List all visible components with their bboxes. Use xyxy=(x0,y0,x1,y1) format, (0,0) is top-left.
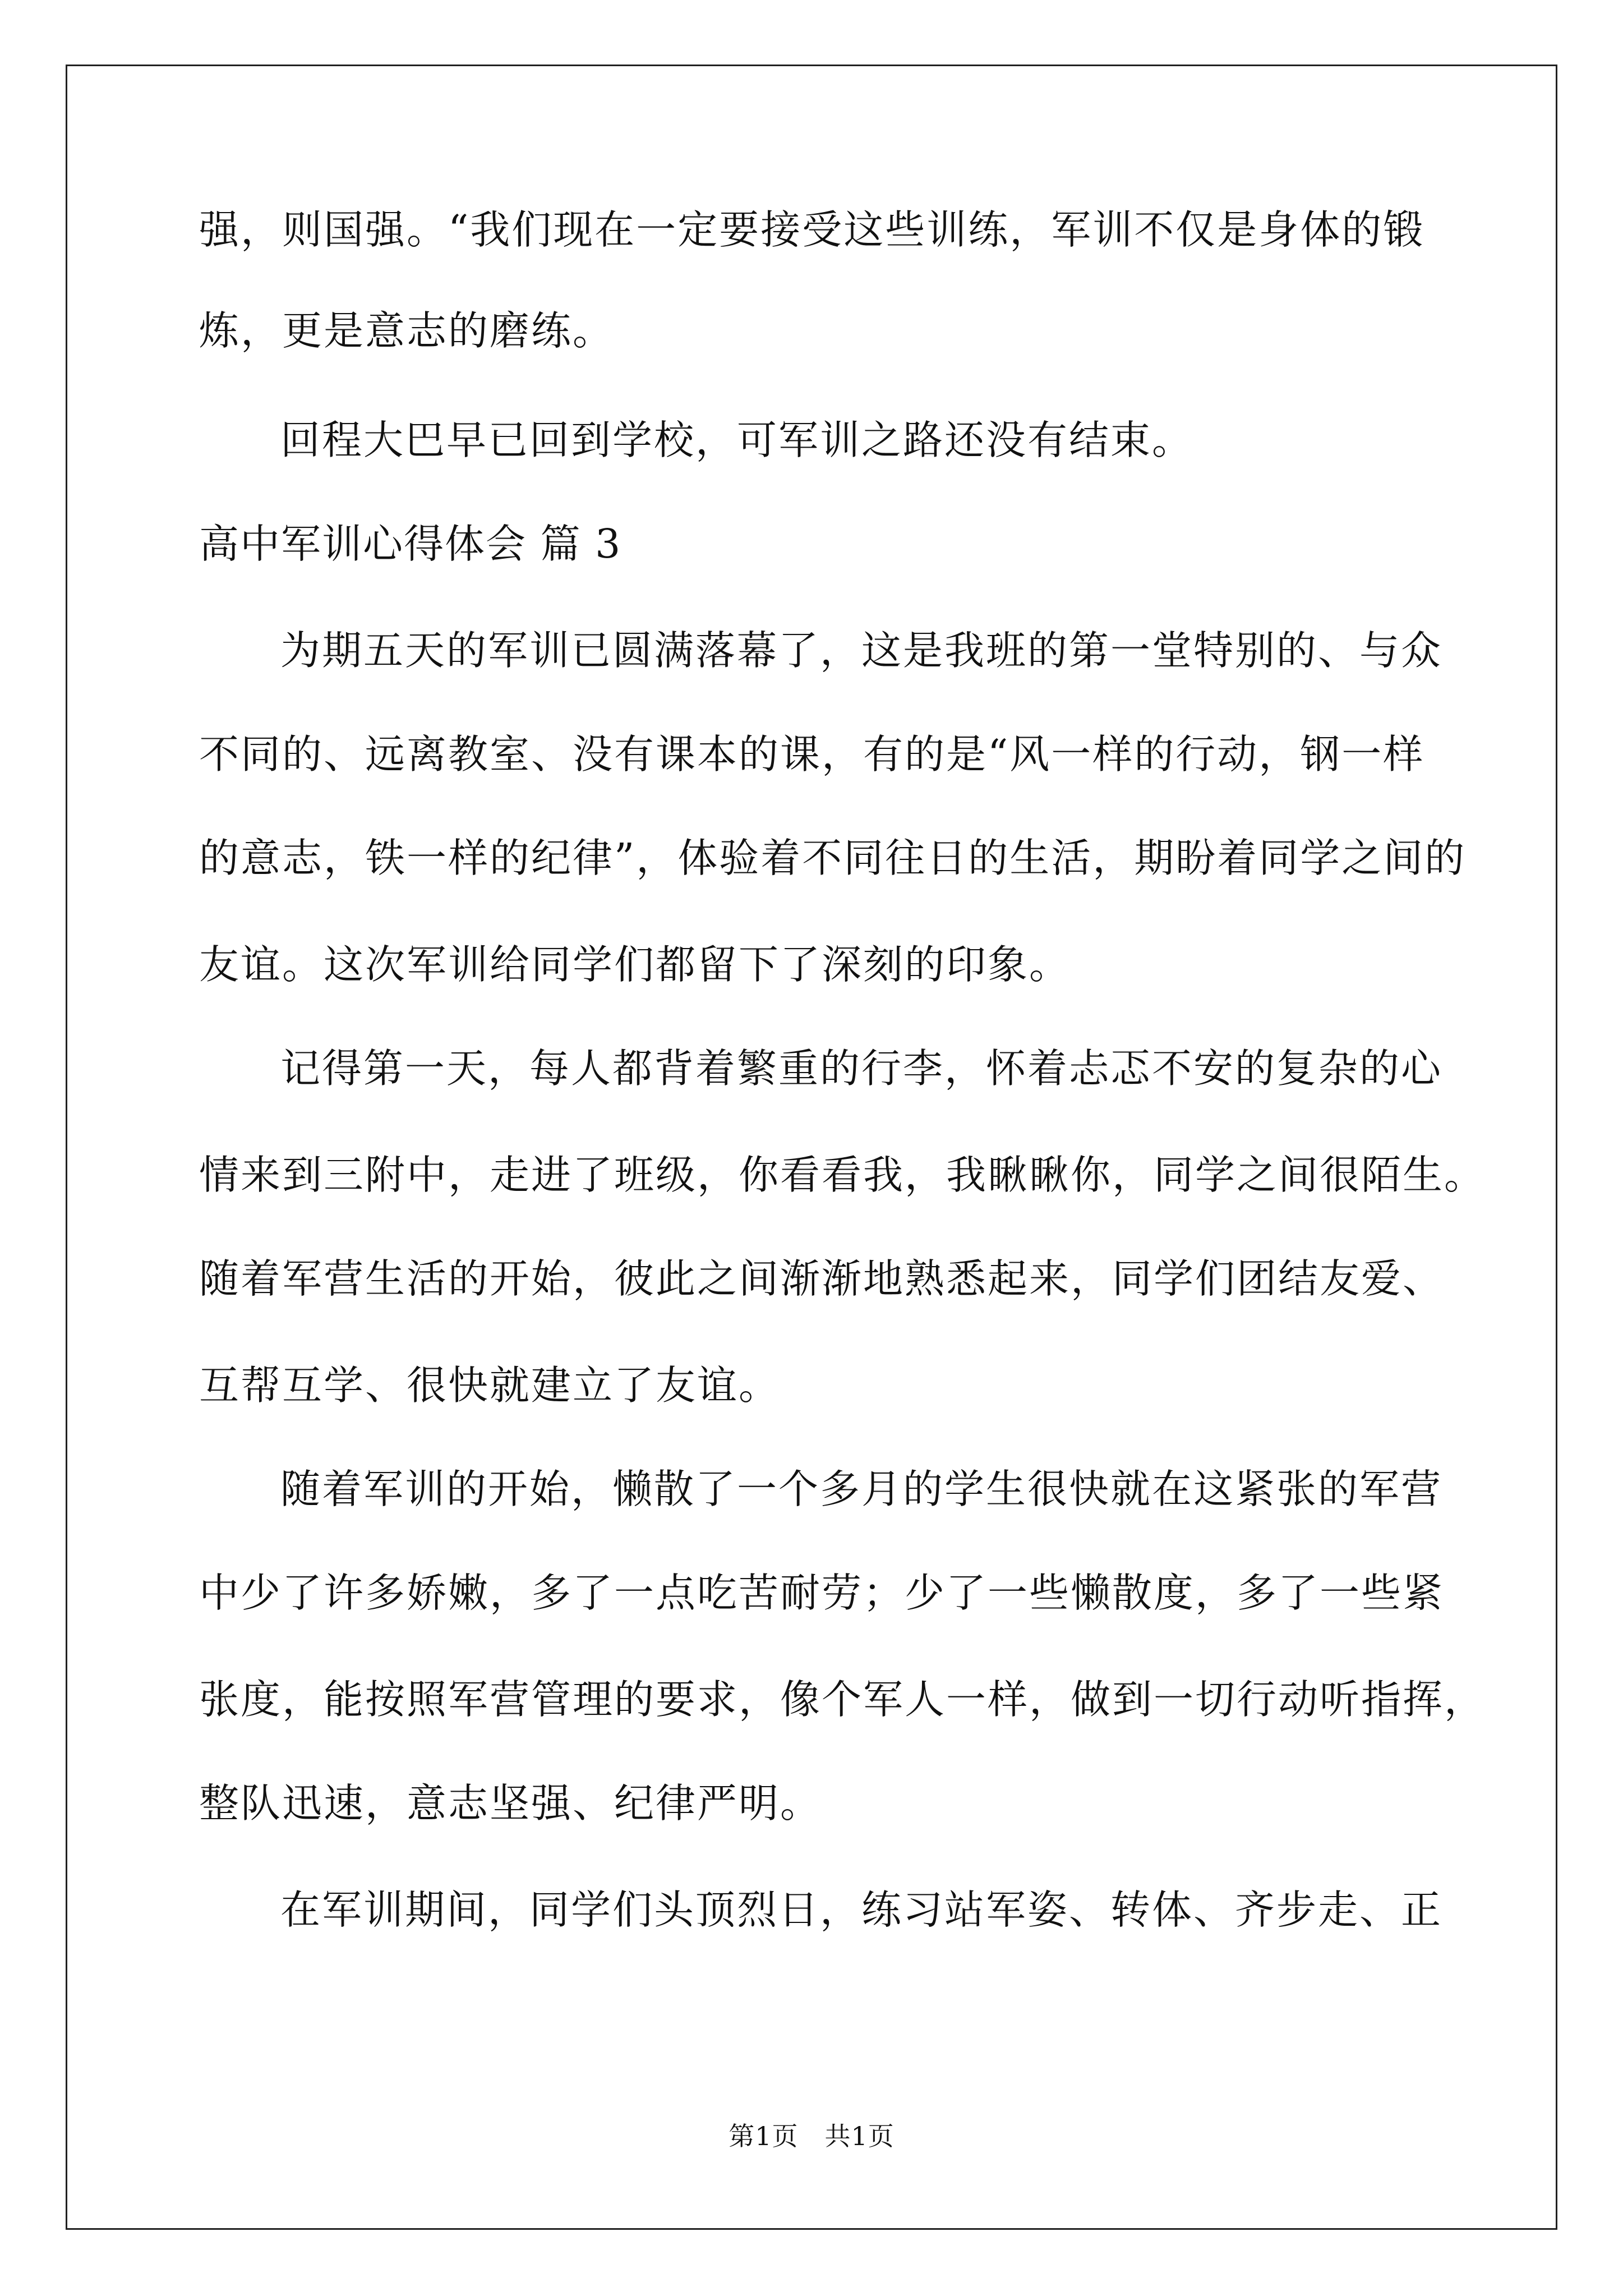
text-line: 随着军训的开始，懒散了一个多月的学生很快就在这紧张的军营 xyxy=(280,1466,1443,1512)
section-heading: 高中军训心得体会 篇 3 xyxy=(199,521,622,567)
text-line: 为期五天的军训已圆满落幕了，这是我班的第一堂特别的、与众 xyxy=(280,627,1443,674)
text-line: 不同的、远离教室、没有课本的课，有的是“风一样的行动，钢一样 xyxy=(199,731,1425,777)
text-line: 友谊。这次军训给同学们都留下了深刻的印象。 xyxy=(199,941,1071,988)
text-line: 在军训期间，同学们头顶烈日，练习站军姿、转体、齐步走、正 xyxy=(280,1887,1443,1933)
text-line: 互帮互学、很快就建立了友谊。 xyxy=(199,1362,781,1409)
text-line: 炼，更是意志的磨练。 xyxy=(199,307,615,354)
text-line: 情来到三附中，走进了班级，你看看我，我瞅瞅你，同学之间很陌生。 xyxy=(199,1152,1486,1198)
text-line: 强，则国强。“我们现在一定要接受这些训练，军训不仅是身体的锻 xyxy=(199,206,1425,253)
text-line: 整队迅速，意志坚强、纪律严明。 xyxy=(199,1780,822,1826)
text-line: 记得第一天，每人都背着繁重的行李，怀着忐忑不安的复杂的心 xyxy=(280,1045,1443,1092)
text-line: 张度，能按照军营管理的要求，像个军人一样，做到一切行动听指挥， xyxy=(199,1676,1486,1723)
text-line: 中少了许多娇嫩，多了一点吃苦耐劳；少了一些懒散度，多了一些紧 xyxy=(199,1570,1445,1616)
text-line: 回程大巴早已回到学校，可军训之路还没有结束。 xyxy=(280,417,1194,463)
page-footer: 第1页 共1页 xyxy=(728,2121,895,2151)
text-line: 的意志，铁一样的纪律”，体验着不同往日的生活，期盼着同学之间的 xyxy=(199,835,1467,881)
text-line: 随着军营生活的开始，彼此之间渐渐地熟悉起来，同学们团结友爱、 xyxy=(199,1255,1445,1302)
